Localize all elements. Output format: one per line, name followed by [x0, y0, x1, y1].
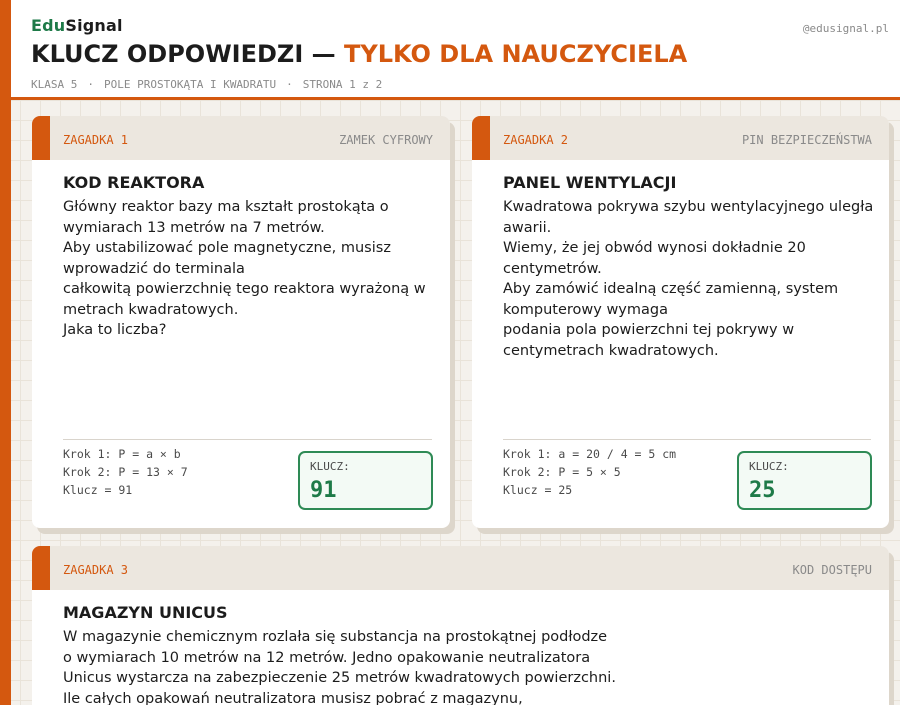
card-text-line: wymiarach 13 metrów na 7 metrów.	[63, 219, 325, 236]
card-text-line: centymetrach kwadratowych.	[503, 342, 719, 359]
puzzle-card-2	[472, 116, 889, 528]
card-text-line: Aby zamówić idealną część zamienną, system	[503, 281, 839, 297]
header-divider	[11, 97, 900, 100]
meta-page: STRONA 1 z 2	[302, 78, 383, 91]
card-text-line: W magazynie chemicznym rozlała się substancja na prostokątnej podłodze	[63, 629, 608, 645]
solution-step: Krok 2: P = 13 × 7	[63, 465, 188, 479]
card-text	[503, 197, 873, 361]
card-text-line: metrach kwadratowych.	[63, 301, 239, 318]
answer-key-box	[298, 451, 433, 510]
card-text	[63, 197, 426, 341]
card-text	[63, 627, 616, 705]
puzzle-card-3	[32, 546, 889, 705]
card-number: ZAGADKA 3	[63, 563, 129, 577]
card-text-line: centymetrów.	[503, 260, 602, 277]
solution-result: Klucz = 25	[503, 483, 573, 497]
solution-steps	[63, 445, 188, 499]
card-kind: KOD DOSTĘPU	[792, 563, 872, 577]
card-text-line: całkowitą powierzchnię tego reaktora wyrażoną w	[63, 281, 426, 297]
meta-separator: ·	[87, 78, 94, 91]
page-title-main: KLUCZ ODPOWIEDZI —	[31, 40, 344, 68]
card-text-line: Jaka to liczba?	[63, 322, 167, 338]
card-tab	[32, 116, 50, 160]
card-divider	[63, 439, 432, 440]
page-title-accent: TYLKO DLA NAUCZYCIELA	[343, 40, 688, 68]
card-tab	[32, 546, 50, 590]
card-divider	[503, 439, 871, 440]
brand-part-edu: Edu	[31, 16, 66, 35]
card-number: ZAGADKA 1	[63, 133, 129, 147]
card-text-line: Aby ustabilizować pole magnetyczne, musisz	[63, 240, 391, 256]
card-text-line: podania pola powierzchni tej pokrywy w	[503, 322, 795, 338]
card-tab	[472, 116, 490, 160]
card-text-line: wprowadzić do terminala	[63, 260, 245, 277]
page-meta	[31, 78, 382, 91]
brand-part-signal: Signal	[65, 16, 123, 35]
solution-step: Krok 1: P = a × b	[63, 447, 181, 461]
card-text-line: komputerowy wymaga	[503, 301, 668, 318]
solution-step: Krok 1: a = 20 / 4 = 5 cm	[503, 447, 677, 461]
card-title: MAGAZYN UNICUS	[63, 603, 228, 622]
answer-key-label: KLUCZ:	[310, 460, 350, 473]
card-kind: ZAMEK CYFROWY	[339, 133, 433, 147]
answer-key-label: KLUCZ:	[749, 460, 789, 473]
card-kind: PIN BEZPIECZEŃSTWA	[741, 133, 872, 147]
card-text-line: o wymiarach 10 metrów na 12 metrów. Jedno opakowanie neutralizatora	[63, 649, 591, 666]
answer-key-value: 91	[310, 478, 337, 503]
card-header	[32, 546, 889, 590]
solution-result: Klucz = 91	[63, 483, 133, 497]
card-number: ZAGADKA 2	[503, 133, 569, 147]
card-header	[32, 116, 450, 160]
card-title: KOD REAKTORA	[63, 173, 205, 192]
card-header	[472, 116, 889, 160]
brand-logo	[31, 16, 123, 35]
meta-topic: POLE PROSTOKĄTA I KWADRATU	[103, 78, 277, 91]
accent-side-bar	[0, 0, 11, 705]
social-handle: @edusignal.pl	[802, 22, 889, 35]
meta-class: KLASA 5	[31, 78, 78, 91]
meta-separator: ·	[286, 78, 293, 91]
card-text-line: Unicus wystarcza na zabezpieczenie 25 metrów kwadratowych powierzchni.	[63, 670, 616, 686]
answer-key-value: 25	[749, 478, 776, 503]
answer-key-box	[737, 451, 872, 510]
puzzle-card-1	[32, 116, 450, 528]
card-text-line: Kwadratowa pokrywa szybu wentylacyjnego uległa	[503, 199, 874, 215]
page-title	[31, 40, 687, 68]
card-title: PANEL WENTYLACJI	[503, 173, 677, 192]
solution-steps	[503, 445, 676, 499]
solution-step: Krok 2: P = 5 × 5	[503, 465, 621, 479]
card-text-line: Główny reaktor bazy ma kształt prostokąta o	[63, 199, 389, 215]
card-text-line: Wiemy, że jej obwód wynosi dokładnie 20	[503, 240, 806, 256]
card-text-line: Ile całych opakowań neutralizatora musisz pobrać z magazynu,	[63, 690, 523, 705]
card-text-line: awarii.	[503, 219, 552, 236]
